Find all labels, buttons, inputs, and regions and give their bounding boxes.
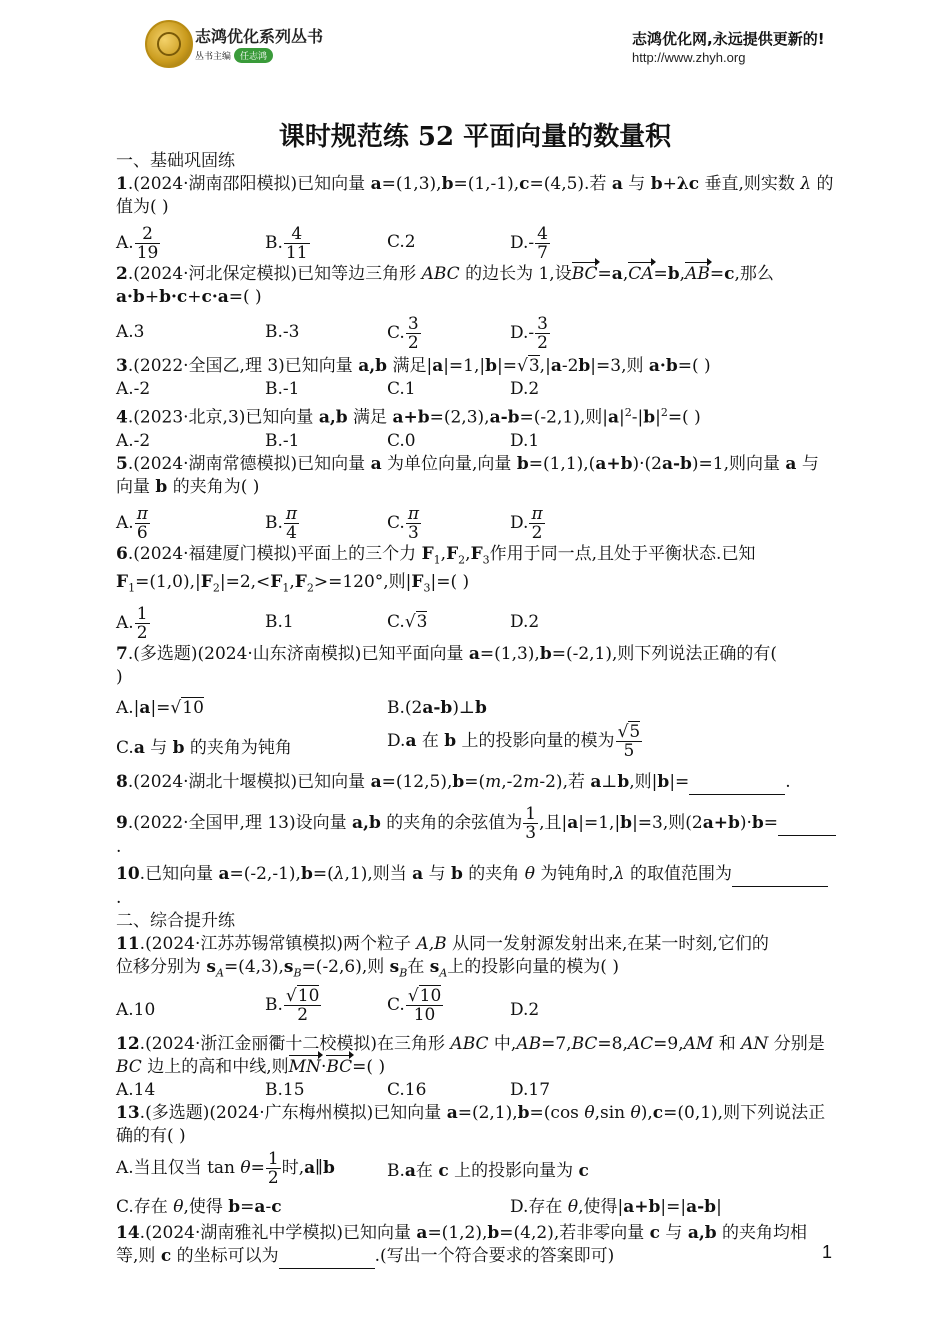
q8-answer-blank[interactable] — [689, 771, 785, 795]
editor-credit — [195, 48, 273, 63]
q12-option-d: D.17 — [510, 1079, 551, 1100]
header-url[interactable]: http://www.zhyh.org — [632, 50, 746, 65]
q5-option-b: B. $\frac{\pi}{4}$ — [265, 503, 298, 543]
question-1-options — [116, 219, 836, 263]
q12-option-b: B.15 — [265, 1079, 305, 1100]
question-2-line2: a·b+b·c+c·a=( ) — [116, 287, 262, 307]
q4-option-a: A.-2 — [116, 430, 151, 451]
question-5: 5.(2024·湖南常德模拟)已知向量 a 为单位向量,向量 b=(1,1),(a+b)·(2a-b)=1,则向量 a 与 — [116, 453, 819, 474]
question-5-line2: 向量 b 的夹角为( ) — [116, 476, 260, 497]
question-10: 10.已知向量 a=(-2,-1),b=(λ,1),则当 a 与 b 的夹角 θ 为钝角时,λ 的取值范围为 — [116, 863, 836, 887]
q6-option-a: A. $\frac{1}{2}$ — [116, 604, 148, 644]
q9-answer-blank[interactable] — [778, 812, 836, 836]
q13-option-d: D.存在 θ,使得|a+b|=|a-b| — [510, 1196, 722, 1217]
question-8: 8.(2024·湖北十堰模拟)已知向量 a=(12,5),b=(m,-2m-2),若 a⊥b,则|b|= . — [116, 771, 836, 795]
question-7-options-row1 — [116, 689, 836, 723]
section-heading-advanced: 二、综合提升练 — [116, 911, 235, 932]
q11-option-d: D.2 — [510, 999, 540, 1020]
q3-option-c: C.1 — [387, 379, 416, 399]
q2-option-a: A.3 — [116, 322, 145, 342]
question-6-line2: $F_1=(1,0),|F_2|=2,<F_1,F_2>=120^\circ$,则$|F_3|=$( ) — [116, 572, 470, 595]
q7-option-a: A.|a|=√10 — [116, 698, 204, 719]
header-slogan: 志鸿优化网,永远提供更新的! — [632, 30, 825, 48]
q13-option-a: A.当且仅当 tan θ= $\frac{1}{2}$ 时,a∥b — [116, 1148, 335, 1188]
q2-option-c: C. $\frac{3}{2}$ — [387, 314, 419, 353]
question-11-line2: 位移分别为 $s_A=(4,3),s_B=(-2,6)$,则 $s_B$在 $s_A$上的投影向量的模为( ) — [116, 957, 619, 980]
q12-option-a: A.14 — [116, 1079, 156, 1100]
editor-name: 任志鸿 — [234, 48, 273, 63]
q7-option-c: C.a 与 b 的夹角为钝角 — [116, 738, 292, 759]
question-7-line2: ) — [116, 667, 123, 688]
question-6-options — [116, 599, 836, 643]
section-heading-basic: 一、基础巩固练 — [116, 151, 235, 171]
q6-option-d: D.2 — [510, 612, 540, 633]
question-13-options-row1 — [116, 1148, 836, 1194]
page-number: 1 — [822, 1242, 833, 1262]
question-11: 11.(2024·江苏苏锡常镇模拟)两个粒子 A,B 从同一发射源发射出来,在某一时刻,它们的 — [116, 934, 769, 955]
question-12-options — [116, 1079, 836, 1102]
question-14: 14.(2024·湖南雅礼中学模拟)已知向量 a=(1,2),b=(4,2),若非零向量 c 与 a,b 的夹角均相 — [116, 1222, 808, 1243]
q3-option-d: D.2 — [510, 379, 540, 399]
question-4-options — [116, 430, 836, 453]
question-14-line2: 等,则 c 的坐标可以为 .(写出一个符合要求的答案即可) — [116, 1245, 836, 1269]
q7-option-d: D.a 在 b 上的投影向量的模为 $\frac{√5}{5}$ — [387, 722, 641, 762]
q2-option-d: D.- $\frac{3}{2}$ — [510, 314, 548, 353]
q2-option-b: B.-3 — [265, 322, 300, 342]
question-7: 7.(多选题)(2024·山东济南模拟)已知平面向量 a=(1,3),b=(-2,1),则下列说法正确的有( — [116, 644, 778, 665]
question-3: 3.(2022·全国乙,理 3)已知向量 a,b 满足|a|=1,|b|=√3,|a-2b|=3,则 a·b=( ) — [116, 356, 711, 376]
page-header — [0, 0, 950, 80]
page-title: 课时规范练 52 平面向量的数量积 — [278, 122, 672, 152]
q13-option-b: B.a在 c 上的投影向量为 c — [387, 1160, 589, 1181]
editor-label: 丛书主编 — [195, 52, 232, 62]
q6-option-c: C.√3 — [387, 612, 428, 633]
q1-option-a: A. $\frac{2}{19}$ — [116, 224, 159, 263]
series-title: 志鸿优化系列丛书 — [195, 27, 324, 46]
question-12: 12.(2024·浙江金丽衢十二校模拟)在三角形 ABC 中,AB=7,BC=8,AC=9,AM 和 AN 分别是 — [116, 1033, 825, 1054]
question-9: 9.(2022·全国甲,理 13)设向量 a,b 的夹角的余弦值为 $\frac{1}{3}$ ,且|a|=1,|b|=3,则(2a+b)·b= — [116, 805, 836, 842]
q5-option-a: A. $\frac{\pi}{6}$ — [116, 503, 148, 543]
question-5-options — [116, 499, 836, 543]
q14-answer-blank[interactable] — [279, 1245, 375, 1269]
question-9-line2: . — [116, 837, 122, 858]
question-11-options — [116, 985, 836, 1033]
q4-option-b: B.-1 — [265, 430, 300, 451]
series-logo-icon — [145, 20, 193, 68]
q10-answer-blank[interactable] — [732, 863, 828, 887]
q4-option-d: D.1 — [510, 430, 540, 451]
question-2: 2.(2024·河北保定模拟)已知等边三角形 ABC 的边长为 1,设BC=a,CA=b,AB=c,那么 — [116, 264, 774, 284]
question-13: 13.(多选题)(2024·广东梅州模拟)已知向量 a=(2,1),b=(cos θ,sin θ),c=(0,1),则下列说法正 — [116, 1102, 826, 1123]
question-12-line2: BC 边上的高和中线,则MN·BC=( ) — [116, 1056, 386, 1077]
exercise-content — [116, 150, 836, 1269]
question-7-options-row2 — [116, 723, 836, 769]
q12-option-c: C.16 — [387, 1079, 427, 1100]
question-6: 6.(2024·福建厦门模拟)平面上的三个力 $F_1,F_2,F_3$作用于同一点,且处于平衡状态.已知 — [116, 543, 756, 567]
q5-option-d: D. $\frac{\pi}{2}$ — [510, 503, 543, 543]
q5-option-c: C. $\frac{\pi}{3}$ — [387, 503, 419, 543]
q11-option-c: C. $\frac{√10}{10}$ — [387, 985, 442, 1025]
q7-option-b: B.(2a-b)⊥b — [387, 698, 487, 719]
question-1-line2: 值为( ) — [116, 197, 169, 217]
question-3-options — [116, 378, 836, 401]
q1-option-b: B. $\frac{4}{11}$ — [265, 224, 308, 263]
q6-option-b: B.1 — [265, 612, 294, 633]
q1-option-d: D.- $\frac{4}{7}$ — [510, 224, 548, 263]
question-4: 4.(2023·北京,3)已知向量 a,b 满足 a+b=(2,3),a-b=(-2,1),则$|a|^2-|b|^2=$( ) — [116, 406, 701, 428]
q3-option-a: A.-2 — [116, 379, 151, 399]
question-10-line2: . — [116, 888, 122, 909]
q3-option-b: B.-1 — [265, 379, 300, 399]
q11-option-a: A.10 — [116, 999, 156, 1020]
question-1: 1.(2024·湖南邵阳模拟)已知向量 a=(1,3),b=(1,-1),c=(4,5).若 a 与 b+λc 垂直,则实数 λ 的 — [116, 174, 834, 194]
question-2-options — [116, 309, 836, 353]
q11-option-b: B. $\frac{√10}{2}$ — [265, 985, 320, 1025]
q4-option-c: C.0 — [387, 430, 416, 451]
question-13-options-row2 — [116, 1194, 836, 1222]
question-13-line2: 确的有( ) — [116, 1125, 186, 1146]
q1-option-c: C.2 — [387, 232, 416, 252]
q13-option-c: C.存在 θ,使得 b=a-c — [116, 1196, 282, 1217]
